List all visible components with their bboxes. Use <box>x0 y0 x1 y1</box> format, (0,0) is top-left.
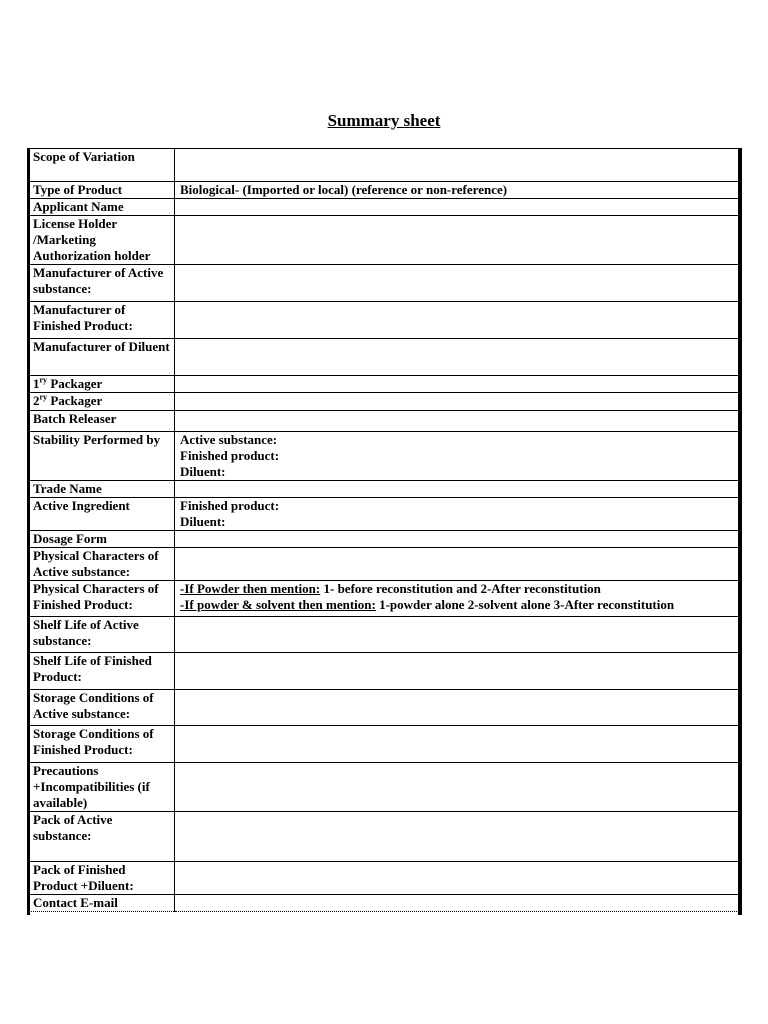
table-row <box>28 432 740 481</box>
row-value-field[interactable] <box>175 690 740 726</box>
row-label: Dosage Form <box>28 531 175 548</box>
table-row <box>28 812 740 862</box>
row-value-field[interactable] <box>175 617 740 653</box>
row-value-field[interactable] <box>175 199 740 216</box>
table-row <box>28 690 740 726</box>
ingredient-diluent: Diluent: <box>180 514 226 529</box>
table-left-border <box>27 148 30 915</box>
row-label: Active Ingredient <box>28 498 175 531</box>
table-row <box>28 726 740 763</box>
row-label: Storage Conditions of Active substance: <box>28 690 175 726</box>
stability-diluent: Diluent: <box>180 464 226 479</box>
label-superscript: ry <box>39 375 48 385</box>
label-main: 1 <box>33 376 40 391</box>
row-value-field[interactable] <box>175 339 740 376</box>
powder-solvent-instruction-heading: -If powder & solvent then mention: <box>180 597 376 612</box>
table-row <box>28 339 740 376</box>
row-label <box>28 376 175 393</box>
row-label: Applicant Name <box>28 199 175 216</box>
stability-active-substance: Active substance: <box>180 432 278 447</box>
powder-solvent-instruction <box>180 597 735 613</box>
table-row <box>28 376 740 393</box>
row-label: Pack of Active substance: <box>28 812 175 862</box>
table-row <box>28 302 740 339</box>
row-value-field[interactable] <box>175 265 740 302</box>
row-label: Manufacturer of Diluent <box>28 339 175 376</box>
table-right-border <box>738 148 742 915</box>
label-main: 2 <box>33 393 40 408</box>
row-value-field[interactable] <box>175 581 740 617</box>
table-row <box>28 862 740 895</box>
row-value-field[interactable] <box>175 763 740 812</box>
row-value-field[interactable] <box>175 653 740 690</box>
label-rest: Packager <box>47 376 103 391</box>
row-label: Physical Characters of Active substance: <box>28 548 175 581</box>
table-row <box>28 265 740 302</box>
row-label: Stability Performed by <box>28 432 175 481</box>
row-value-field[interactable] <box>175 895 740 912</box>
row-value-field[interactable] <box>175 481 740 498</box>
row-value-field[interactable] <box>175 149 740 182</box>
row-value-field[interactable] <box>175 376 740 393</box>
row-value-field[interactable] <box>175 411 740 432</box>
row-label: Pack of Finished Product +Diluent: <box>28 862 175 895</box>
table-row <box>28 653 740 690</box>
label-rest: Packager <box>47 393 103 408</box>
row-value-field[interactable] <box>175 862 740 895</box>
table-row <box>28 393 740 411</box>
row-label: Shelf Life of Finished Product: <box>28 653 175 690</box>
row-label: Scope of Variation <box>28 149 175 182</box>
row-value-field[interactable] <box>175 302 740 339</box>
row-label: Storage Conditions of Finished Product: <box>28 726 175 763</box>
row-value-field[interactable] <box>175 531 740 548</box>
label-superscript: ry <box>39 392 48 402</box>
row-label: Trade Name <box>28 481 175 498</box>
table-row <box>28 531 740 548</box>
row-label: Batch Releaser <box>28 411 175 432</box>
row-label: Manufacturer of Finished Product: <box>28 302 175 339</box>
table-row <box>28 581 740 617</box>
table-row <box>28 617 740 653</box>
stability-finished-product: Finished product: <box>180 448 280 463</box>
row-label: License Holder /Marketing Authorization holder <box>28 216 175 265</box>
table-row <box>28 895 740 912</box>
table-row <box>28 498 740 531</box>
table-row <box>28 199 740 216</box>
powder-instruction-text: 1- before reconstitution and 2-After reconstitution <box>320 581 601 596</box>
row-value-field[interactable] <box>175 548 740 581</box>
row-value-field[interactable] <box>175 498 740 531</box>
row-value-field[interactable] <box>175 393 740 411</box>
row-label: Shelf Life of Active substance: <box>28 617 175 653</box>
table-row <box>28 149 740 182</box>
row-value-field[interactable] <box>175 726 740 763</box>
powder-instruction <box>180 581 735 597</box>
row-value-field[interactable] <box>175 216 740 265</box>
row-label: Manufacturer of Active substance: <box>28 265 175 302</box>
row-label: Precautions +Incompatibilities (if available) <box>28 763 175 812</box>
row-label: Physical Characters of Finished Product: <box>28 581 175 617</box>
table-row <box>28 411 740 432</box>
table-row <box>28 763 740 812</box>
row-value-field[interactable] <box>175 432 740 481</box>
row-label <box>28 393 175 411</box>
ingredient-finished-product: Finished product: <box>180 498 280 513</box>
summary-table <box>27 148 740 912</box>
row-value-field[interactable] <box>175 812 740 862</box>
table-row <box>28 216 740 265</box>
page-title: Summary sheet <box>327 111 441 130</box>
table-row <box>28 182 740 199</box>
table-row <box>28 481 740 498</box>
powder-instruction-heading: -If Powder then mention: <box>180 581 321 596</box>
table-row <box>28 548 740 581</box>
row-label: Contact E-mail <box>28 895 175 912</box>
row-label: Type of Product <box>28 182 175 199</box>
powder-solvent-instruction-text: 1-powder alone 2-solvent alone 3-After reconstitution <box>375 597 675 612</box>
row-value-field[interactable]: Biological- (Imported or local) (reference or non-reference) <box>175 182 740 199</box>
